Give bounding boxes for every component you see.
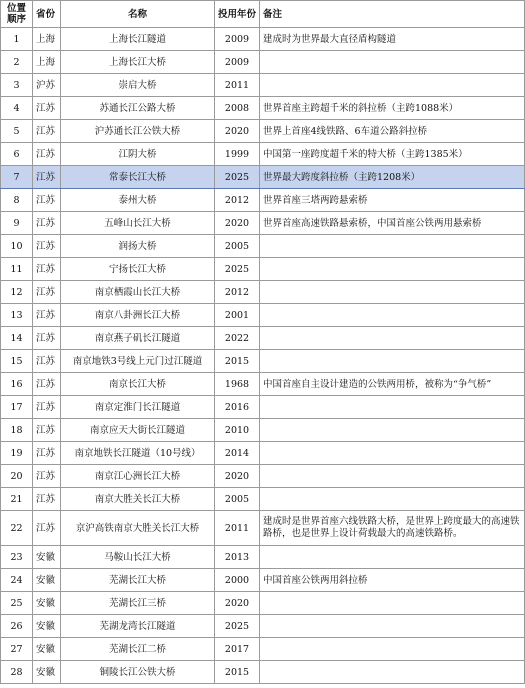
cell-name[interactable]: 上海长江大桥 [61,51,215,74]
cell-year[interactable]: 2005 [215,488,260,511]
cell-year[interactable]: 2011 [215,511,260,546]
table-row[interactable] [1,235,525,258]
cell-position[interactable]: 15 [1,350,33,373]
cell-name[interactable]: 南京地铁3号线上元门过江隧道 [61,350,215,373]
cell-position[interactable]: 11 [1,258,33,281]
cell-note[interactable] [260,235,525,258]
cell-position[interactable]: 27 [1,638,33,661]
cell-note[interactable]: 世界首座高速铁路悬索桥，中国首座公铁两用悬索桥 [260,212,525,235]
cell-year[interactable]: 2000 [215,569,260,592]
cell-position[interactable]: 17 [1,396,33,419]
cell-year[interactable]: 2008 [215,97,260,120]
cell-province[interactable]: 上海 [33,51,61,74]
cell-name[interactable]: 马鞍山长江大桥 [61,546,215,569]
table-row[interactable] [1,327,525,350]
cell-province[interactable]: 江苏 [33,373,61,396]
cell-note[interactable] [260,281,525,304]
cell-position[interactable]: 9 [1,212,33,235]
cell-year[interactable]: 2015 [215,350,260,373]
table-row[interactable] [1,638,525,661]
table-row[interactable] [1,465,525,488]
cell-province[interactable]: 沪苏 [33,74,61,97]
cell-note[interactable] [260,74,525,97]
cell-province[interactable]: 江苏 [33,235,61,258]
table-row[interactable] [1,396,525,419]
cell-name[interactable]: 南京应天大街长江隧道 [61,419,215,442]
table-row[interactable] [1,143,525,166]
table-row[interactable] [1,546,525,569]
cell-province[interactable]: 江苏 [33,258,61,281]
table-body [1,28,525,684]
header-name[interactable]: 名称 [61,1,215,28]
cell-province[interactable]: 江苏 [33,442,61,465]
cell-position[interactable]: 22 [1,511,33,546]
table-row[interactable] [1,258,525,281]
cell-name[interactable]: 苏通长江公路大桥 [61,97,215,120]
cell-name[interactable]: 沪苏通长江公铁大桥 [61,120,215,143]
cell-province[interactable]: 江苏 [33,212,61,235]
cell-province[interactable]: 江苏 [33,465,61,488]
cell-position[interactable]: 10 [1,235,33,258]
cell-name[interactable]: 芜湖长江二桥 [61,638,215,661]
cell-name[interactable]: 宁扬长江大桥 [61,258,215,281]
table-row[interactable] [1,511,525,546]
cell-position[interactable]: 21 [1,488,33,511]
cell-province[interactable]: 安徽 [33,546,61,569]
cell-note[interactable]: 建成时为世界最大直径盾构隧道 [260,28,525,51]
cell-position[interactable]: 5 [1,120,33,143]
cell-name[interactable]: 南京栖霞山长江大桥 [61,281,215,304]
table-row[interactable] [1,28,525,51]
cell-year[interactable]: 1999 [215,143,260,166]
table-row[interactable] [1,166,525,189]
cell-note[interactable]: 世界上首座4线铁路、6车道公路斜拉桥 [260,120,525,143]
cell-position[interactable]: 16 [1,373,33,396]
header-note[interactable]: 备注 [260,1,525,28]
cell-year[interactable]: 2009 [215,51,260,74]
cell-name[interactable]: 南京地铁长江隧道（10号线） [61,442,215,465]
cell-note[interactable] [260,304,525,327]
cell-note[interactable]: 中国第一座跨度超千米的特大桥（主跨1385米） [260,143,525,166]
cell-position[interactable]: 4 [1,97,33,120]
cell-name[interactable]: 南京江心洲长江大桥 [61,465,215,488]
cell-name[interactable]: 芜湖龙湾长江隧道 [61,615,215,638]
cell-province[interactable]: 安徽 [33,661,61,684]
cell-note[interactable] [260,661,525,684]
cell-note[interactable] [260,615,525,638]
header-province[interactable]: 省份 [33,1,61,28]
cell-note[interactable]: 建成时是世界首座六线铁路大桥，是世界上跨度最大的高速铁路桥，也是世界上设计荷载最大的高速铁路桥。 [260,511,525,546]
table-row[interactable] [1,488,525,511]
cell-position[interactable]: 23 [1,546,33,569]
table-row[interactable] [1,120,525,143]
cell-name[interactable]: 芜湖长江大桥 [61,569,215,592]
cell-position[interactable]: 13 [1,304,33,327]
table-row[interactable] [1,212,525,235]
cell-name[interactable]: 芜湖长江三桥 [61,592,215,615]
cell-note[interactable]: 中国首座自主设计建造的公铁两用桥，被称为“争气桥” [260,373,525,396]
cell-name[interactable]: 泰州大桥 [61,189,215,212]
cell-position[interactable]: 2 [1,51,33,74]
cell-name[interactable]: 南京八卦洲长江大桥 [61,304,215,327]
cell-note[interactable]: 世界首座三塔两跨悬索桥 [260,189,525,212]
cell-province[interactable]: 安徽 [33,615,61,638]
cell-position[interactable]: 7 [1,166,33,189]
cell-note[interactable] [260,488,525,511]
cell-note[interactable] [260,419,525,442]
cell-province[interactable]: 江苏 [33,327,61,350]
cell-name[interactable]: 上海长江隧道 [61,28,215,51]
cell-name[interactable]: 润扬大桥 [61,235,215,258]
cell-note[interactable] [260,51,525,74]
cell-year[interactable]: 2025 [215,166,260,189]
table-row[interactable] [1,569,525,592]
cell-year[interactable]: 2022 [215,327,260,350]
cell-province[interactable]: 江苏 [33,396,61,419]
cell-province[interactable]: 江苏 [33,120,61,143]
cell-province[interactable]: 上海 [33,28,61,51]
cell-note[interactable]: 世界首座主跨超千米的斜拉桥（主跨1088米） [260,97,525,120]
cell-name[interactable]: 五峰山长江大桥 [61,212,215,235]
cell-position[interactable]: 25 [1,592,33,615]
table-row[interactable] [1,373,525,396]
cell-year[interactable]: 2001 [215,304,260,327]
cell-name[interactable]: 常泰长江大桥 [61,166,215,189]
cell-note[interactable] [260,546,525,569]
cell-year[interactable]: 2020 [215,592,260,615]
cell-year[interactable]: 2010 [215,419,260,442]
cell-name[interactable]: 南京长江大桥 [61,373,215,396]
cell-year[interactable]: 2025 [215,615,260,638]
header-position[interactable]: 位置 顺序 [1,1,33,28]
cell-position[interactable]: 14 [1,327,33,350]
cell-name[interactable]: 铜陵长江公铁大桥 [61,661,215,684]
table-row[interactable] [1,304,525,327]
cell-province[interactable]: 江苏 [33,143,61,166]
cell-position[interactable]: 24 [1,569,33,592]
cell-position[interactable]: 1 [1,28,33,51]
cell-year[interactable]: 2014 [215,442,260,465]
cell-year[interactable]: 2025 [215,258,260,281]
cell-year[interactable]: 2005 [215,235,260,258]
cell-position[interactable]: 12 [1,281,33,304]
cell-province[interactable]: 江苏 [33,304,61,327]
cell-province[interactable]: 江苏 [33,419,61,442]
cell-note[interactable] [260,396,525,419]
cell-province[interactable]: 安徽 [33,592,61,615]
cell-position[interactable]: 26 [1,615,33,638]
table-row[interactable] [1,51,525,74]
cell-note[interactable] [260,350,525,373]
cell-name[interactable]: 南京燕子矶长江隧道 [61,327,215,350]
cell-year[interactable]: 2020 [215,465,260,488]
cell-note[interactable] [260,258,525,281]
cell-name[interactable]: 南京定淮门长江隧道 [61,396,215,419]
table-row[interactable] [1,661,525,684]
cell-year[interactable]: 2013 [215,546,260,569]
table-row[interactable] [1,592,525,615]
cell-province[interactable]: 江苏 [33,166,61,189]
cell-position[interactable]: 20 [1,465,33,488]
cell-note[interactable] [260,465,525,488]
cell-note[interactable] [260,592,525,615]
cell-province[interactable]: 江苏 [33,350,61,373]
cell-note[interactable] [260,442,525,465]
cell-province[interactable]: 江苏 [33,488,61,511]
cell-position[interactable]: 3 [1,74,33,97]
cell-year[interactable]: 2015 [215,661,260,684]
cell-note[interactable]: 中国首座公铁两用斜拉桥 [260,569,525,592]
table-row[interactable] [1,419,525,442]
cell-position[interactable]: 18 [1,419,33,442]
cell-year[interactable]: 2011 [215,74,260,97]
cell-year[interactable]: 2009 [215,28,260,51]
cell-position[interactable]: 28 [1,661,33,684]
table-row[interactable] [1,442,525,465]
cell-name[interactable]: 南京大胜关长江大桥 [61,488,215,511]
cell-position[interactable]: 6 [1,143,33,166]
table-row[interactable] [1,615,525,638]
cell-year[interactable]: 2020 [215,212,260,235]
cell-province[interactable]: 安徽 [33,638,61,661]
table-row[interactable] [1,350,525,373]
cell-year[interactable]: 2012 [215,281,260,304]
table-row[interactable] [1,97,525,120]
cell-name[interactable]: 京沪高铁南京大胜关长江大桥 [61,511,215,546]
cell-province[interactable]: 江苏 [33,511,61,546]
cell-province[interactable]: 江苏 [33,97,61,120]
table-row[interactable] [1,189,525,212]
cell-province[interactable]: 江苏 [33,281,61,304]
table-row[interactable] [1,281,525,304]
cell-province[interactable]: 江苏 [33,189,61,212]
cell-position[interactable]: 19 [1,442,33,465]
cell-year[interactable]: 2012 [215,189,260,212]
cell-note[interactable]: 世界最大跨度斜拉桥（主跨1208米） [260,166,525,189]
cell-province[interactable]: 安徽 [33,569,61,592]
table-row[interactable] [1,74,525,97]
cell-name[interactable]: 崇启大桥 [61,74,215,97]
cell-year[interactable]: 2017 [215,638,260,661]
cell-note[interactable] [260,638,525,661]
cell-year[interactable]: 1968 [215,373,260,396]
cell-name[interactable]: 江阴大桥 [61,143,215,166]
cell-year[interactable]: 2016 [215,396,260,419]
table-header-row [1,1,525,28]
header-year[interactable]: 投用年份 [215,1,260,28]
cell-year[interactable]: 2020 [215,120,260,143]
cell-note[interactable] [260,327,525,350]
cell-position[interactable]: 8 [1,189,33,212]
